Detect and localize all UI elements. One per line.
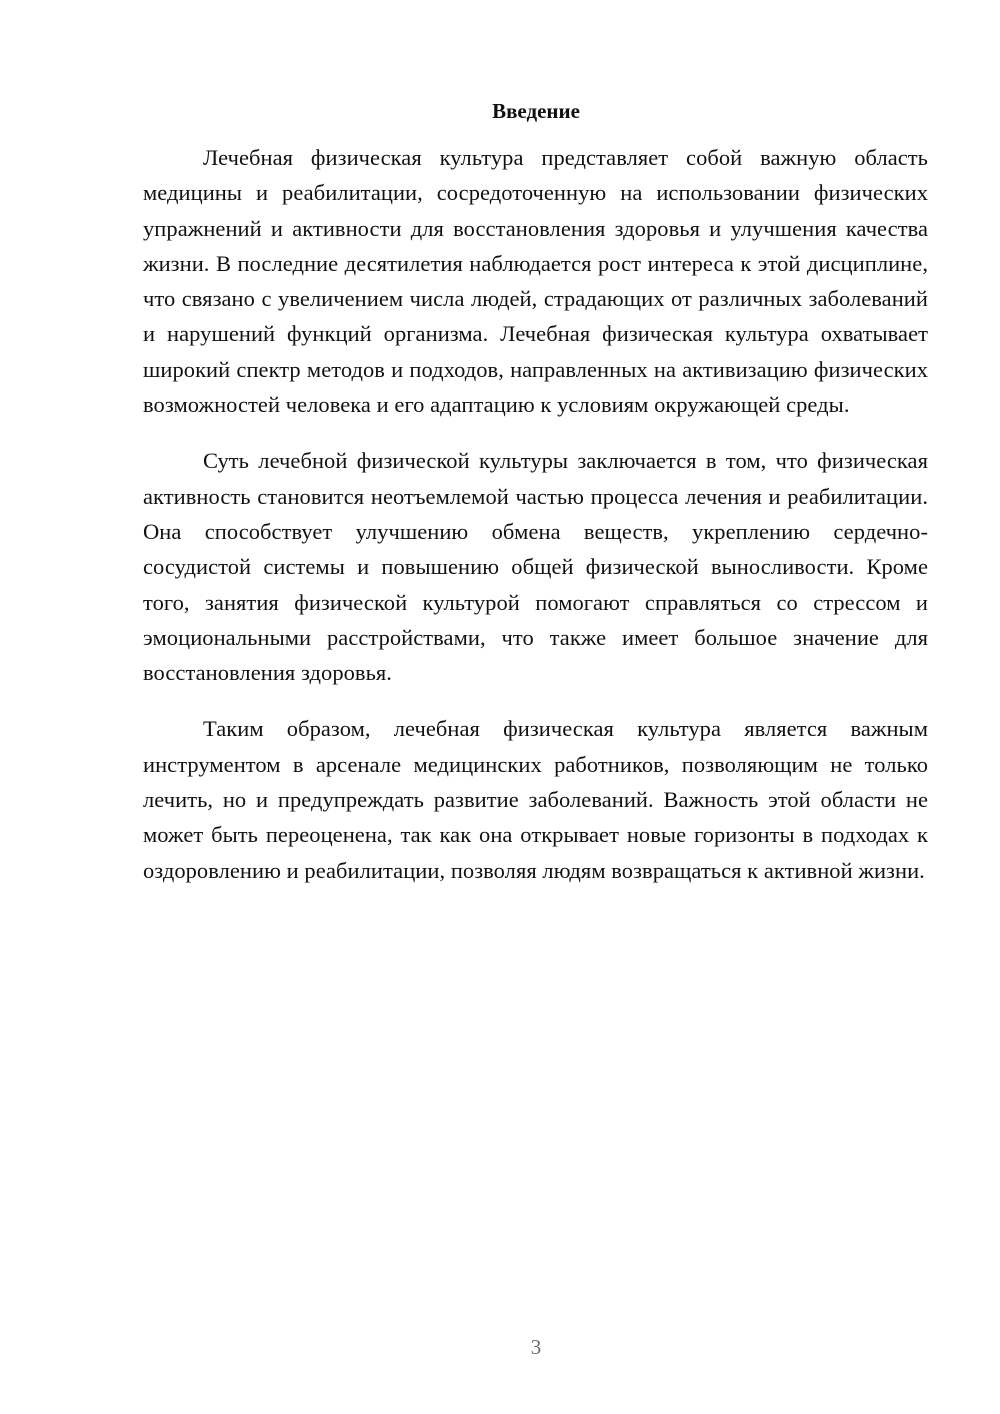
paragraph-3: Таким образом, лечебная физическая культура является важным инструментом в арсенале медицинских работников, позволяющим не только лечить, но и предупреждать развитие заболеваний. Важность этой области не может быть переоценена, так как она открывает новые горизонты в подходах к оздоровлению и реабилитации, позволяя людям возвращаться к активной жизни. bbox=[143, 716, 928, 883]
paragraph-2: Суть лечебной физической культуры заключается в том, что физическая активность становится неотъемлемой частью процесса лечения и реабилитации. Она способствует улучшению обмена веществ, укреплению сердечно-сосудистой системы и повышению общей физической выносливости. Кроме того, занятия физической культурой помогают справляться со стрессом и эмоциональными расстройствами, что также имеет большое значение для восстановления здоровья. bbox=[143, 448, 928, 686]
paragraph-1: Лечебная физическая культура представляет собой важную область медицины и реабилитации, сосредоточенную на использовании физических упражнений и активности для восстановления здоровья и улучшения качества жизни. В последние десятилетия наблюдается рост интереса к этой дисциплине, что связано с увеличением числа людей, страдающих от различных заболеваний и нарушений функций организма. Лечебная физическая культура охватывает широкий спектр методов и подходов, направленных на активизацию физических возможностей человека и его адаптацию к условиям окружающей среды. bbox=[143, 145, 928, 418]
body-text bbox=[143, 140, 928, 888]
page-number: 3 bbox=[530, 1335, 542, 1359]
section-heading: Введение bbox=[492, 99, 580, 123]
